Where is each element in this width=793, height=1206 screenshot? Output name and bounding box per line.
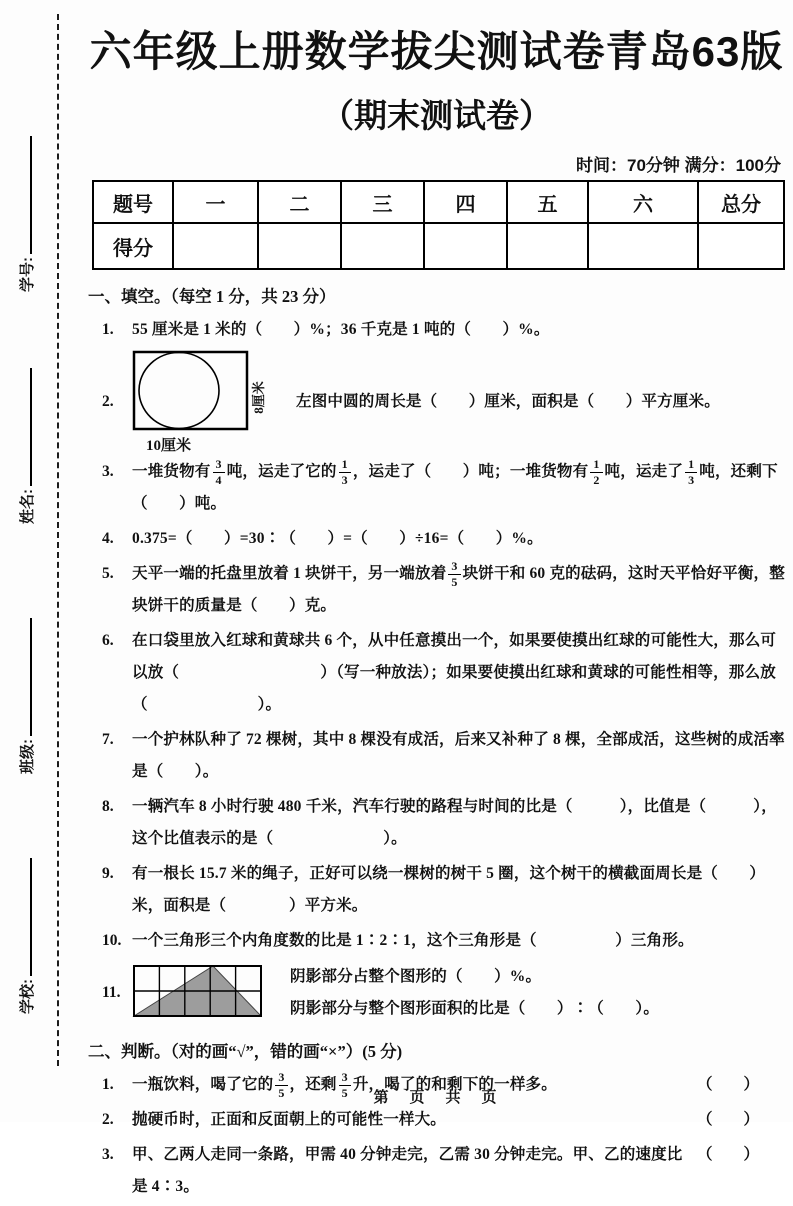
question-text: 一瓶饮料，喝了它的 $\frac{3}{5}$ ，还剩 $\frac{3}{5}$ 升，喝了的和剩下的一样多。 <box>132 1070 557 1100</box>
school-blank <box>19 858 32 976</box>
question-text: 一辆汽车 8 小时行驶 480 千米，汽车行驶的路程与时间的比是（ ），比值是（ ），这个比值表示的是（ ）。 <box>132 798 777 848</box>
main-content <box>88 0 785 1206</box>
question-number: 9. <box>102 865 114 883</box>
circle-in-rectangle-figure <box>132 350 267 455</box>
score-cell <box>173 223 258 269</box>
tear-dashed-line <box>57 14 59 1066</box>
question-11-lines <box>290 961 785 1025</box>
question-5 <box>88 558 785 622</box>
answer-bracket: （ ） <box>696 1076 759 1094</box>
score-cell <box>424 223 507 269</box>
sidebar-field-name <box>16 328 38 524</box>
question-number: 5. <box>102 565 114 583</box>
question-text: 左图中圆的周长是（ ）厘米，面积是（ ）平方厘米。 <box>296 393 720 411</box>
class-label: 班级: <box>19 739 36 774</box>
score-header-cell: 题号 <box>93 181 173 223</box>
answer-bracket: （ ） <box>696 1146 759 1164</box>
question-text: 甲、乙两人走同一条路，甲需 40 分钟走完，乙需 30 分钟走完。甲、乙的速度比是 4∶3。 <box>132 1146 683 1196</box>
question-1 <box>88 314 785 346</box>
figure-width-label: 10厘米 <box>146 438 192 455</box>
score-header-cell: 四 <box>424 181 507 223</box>
school-label: 学校: <box>19 979 36 1014</box>
fraction: $\frac{3}{5}$ <box>448 560 460 588</box>
question-text: 有一根长 15.7 米的绳子，正好可以绕一棵树的树干 5 圈，这个树干的横截面周长是（ ）米，面积是（ ）平方米。 <box>132 865 766 915</box>
score-header-cell: 总分 <box>698 181 784 223</box>
question-number: 8. <box>102 798 114 816</box>
student-number-label: 学号: <box>19 257 36 292</box>
question-6 <box>88 625 785 721</box>
question-text: 一个三角形三个内角度数的比是 1∶2∶1，这个三角形是（ ）三角形。 <box>132 932 694 950</box>
question-text: 阴影部分与整个图形面积的比是（ ）∶（ ）。 <box>290 1000 660 1018</box>
exam-meta: 时间：70分钟 满分：100分 <box>576 156 781 176</box>
question-text: 阴影部分占整个图形的（ ）%。 <box>290 968 542 986</box>
score-cell <box>698 223 784 269</box>
name-blank <box>19 368 32 486</box>
score-table-header-row <box>93 181 784 223</box>
sidebar-field-school <box>16 818 38 1014</box>
score-table-score-row <box>93 223 784 269</box>
question-8 <box>88 791 785 855</box>
class-blank <box>19 618 32 736</box>
fraction: $\frac{3}{4}$ <box>213 458 225 486</box>
question-3 <box>88 456 785 520</box>
question-9 <box>88 858 785 922</box>
fraction: $\frac{1}{2}$ <box>590 458 602 486</box>
question-7 <box>88 724 785 788</box>
score-header-cell: 二 <box>258 181 341 223</box>
question-text: 一个护林队种了 72 棵树，其中 8 棵没有成活，后来又补种了 8 棵，全部成活，这些树的成活率是（ ）。 <box>132 731 785 781</box>
judge-question-3 <box>88 1139 785 1203</box>
score-header-cell: 三 <box>341 181 424 223</box>
question-number: 2. <box>102 393 114 411</box>
question-10 <box>88 925 785 957</box>
circle-figure-drawing <box>132 350 250 432</box>
question-text: 抛硬币时，正面和反面朝上的可能性一样大。 <box>132 1111 447 1129</box>
question-text: 一堆货物有 $\frac{3}{4}$ 吨，运走了它的 $\frac{1}{3}$ ，运走了（ ）吨；一堆货物有 $\frac{1}{2}$ 吨，运走了 $\frac{1}{3}$ 吨，还剩下（ ）吨。 <box>132 457 778 513</box>
question-text: 天平一端的托盘里放着 1 块饼干，另一端放着 $\frac{3}{5}$ 块饼干和 60 克的砝码，这时天平恰好平衡，整块饼干的质量是（ ）克。 <box>132 559 785 615</box>
question-number: 1. <box>102 321 114 339</box>
question-4 <box>88 523 785 555</box>
grid-figure-drawing <box>132 963 264 1019</box>
score-header-cell: 一 <box>173 181 258 223</box>
fraction: $\frac{3}{5}$ <box>339 1071 351 1099</box>
question-text: 0.375=（ ）=30∶（ ）=（ ）÷16=（ ）%。 <box>132 530 543 548</box>
sidebar-field-class <box>16 578 38 774</box>
question-number: 4. <box>102 530 114 548</box>
section1-heading: 一、填空。（每空 1 分，共 23 分） <box>88 287 336 307</box>
figure-height-label: 8厘米 <box>251 381 267 415</box>
question-number: 3. <box>102 1146 114 1164</box>
sidebar-field-student-number <box>16 96 38 292</box>
question-11 <box>88 961 785 1025</box>
question-2 <box>88 350 785 454</box>
question-number: 2. <box>102 1111 114 1129</box>
page-subtitle: （期末测试卷） <box>321 97 552 135</box>
page-title: 六年级上册数学拔尖测试卷青岛63版 <box>89 28 784 75</box>
score-row-label: 得分 <box>93 223 173 269</box>
student-number-blank <box>19 136 32 254</box>
score-cell <box>341 223 424 269</box>
score-header-cell: 六 <box>588 181 698 223</box>
question-number: 6. <box>102 632 114 650</box>
score-table <box>92 180 785 270</box>
question-text: 55 厘米是 1 米的（ ）%；36 千克是 1 吨的（ ）%。 <box>132 321 550 339</box>
score-cell <box>588 223 698 269</box>
question-number: 11. <box>102 984 121 1002</box>
score-cell <box>507 223 588 269</box>
fraction: $\frac{3}{5}$ <box>275 1071 287 1099</box>
fraction: $\frac{1}{3}$ <box>339 458 351 486</box>
fraction: $\frac{1}{3}$ <box>685 458 697 486</box>
question-number: 10. <box>102 932 122 950</box>
judge-question-2 <box>88 1104 785 1136</box>
question-text: 在口袋里放入红球和黄球共 6 个，从中任意摸出一个，如果要使摸出红球的可能性大，那么可以放（ ）（写一种放法）；如果要使摸出红球和黄球的可能性相等，那么放（ ）。 <box>132 632 777 714</box>
question-number: 3. <box>102 463 114 481</box>
question-number: 1. <box>102 1076 114 1094</box>
section2-heading: 二、判断。（对的画“√”，错的画“×”）(5 分) <box>88 1042 403 1062</box>
answer-bracket: （ ） <box>696 1111 759 1129</box>
shaded-triangle-grid-figure <box>132 963 264 1024</box>
footer-page-label: 第 页 共 页 <box>373 1089 500 1106</box>
question-number: 7. <box>102 731 114 749</box>
name-label: 姓名: <box>19 489 36 524</box>
score-header-cell: 五 <box>507 181 588 223</box>
score-cell <box>258 223 341 269</box>
